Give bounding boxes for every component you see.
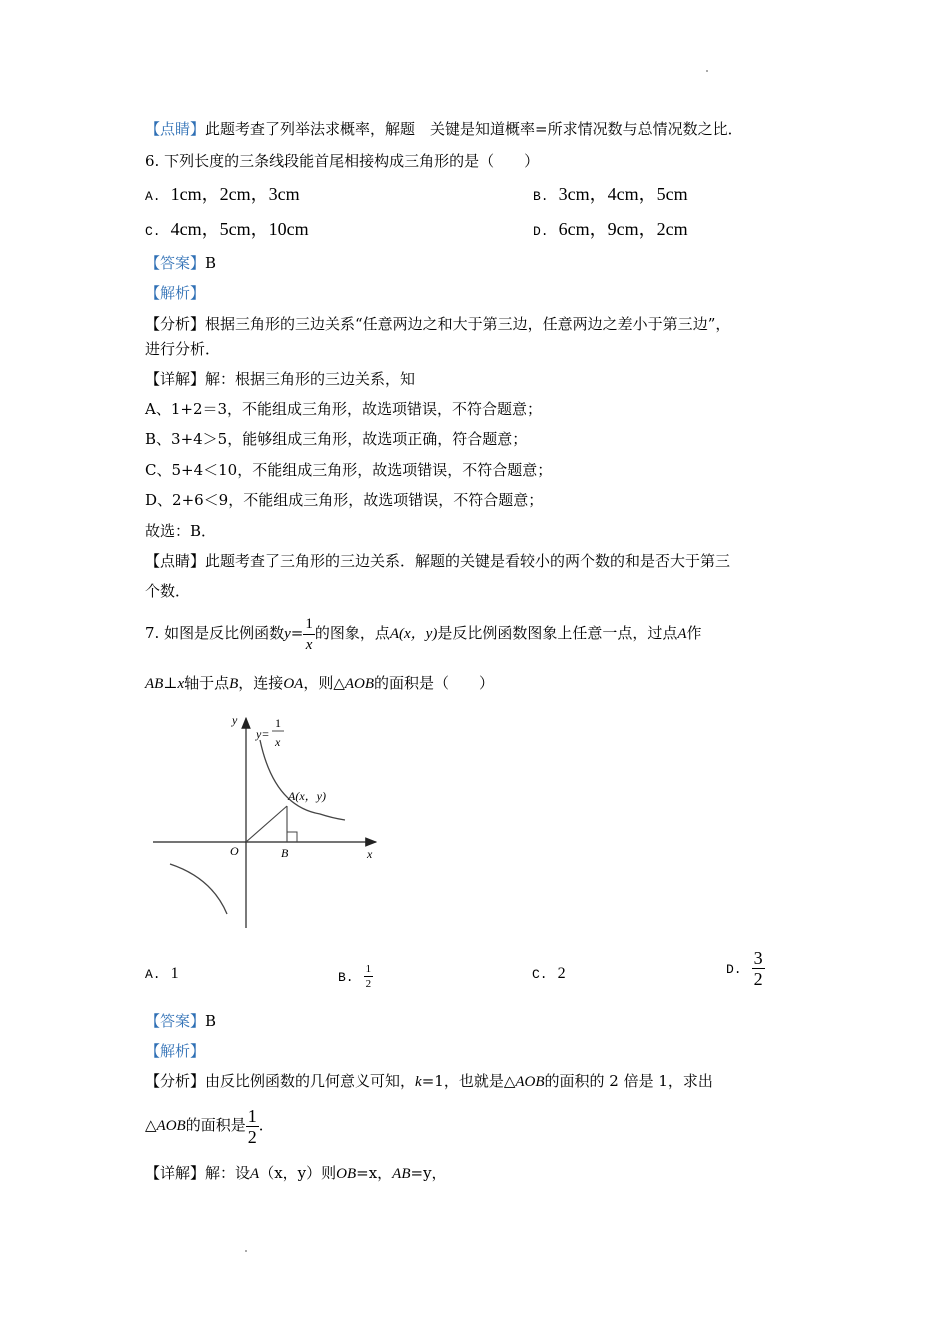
q6-line-b: B、3+4＞5，能够组成三角形，故选项正确，符合题意； xyxy=(145,430,528,448)
fenxi-text: 的面积是 xyxy=(185,1116,246,1134)
answer-value: B xyxy=(205,1012,217,1030)
q7-AB: AB xyxy=(145,676,164,692)
dianjing-text: 此题考查了列举法求概率，解题 关键是知道概率=所求情况数与总情况数之比． xyxy=(205,120,743,138)
x-axis-label: x xyxy=(367,847,373,861)
xiangjie-text: =y， xyxy=(410,1164,447,1182)
q7-eq: = xyxy=(290,624,304,642)
option-fraction xyxy=(752,948,765,989)
hyperbola-branch-q3 xyxy=(170,864,227,914)
option-letter: C. xyxy=(532,967,548,982)
xiangjie-tag: 【详解】 xyxy=(145,1164,206,1182)
q6-xiangjie xyxy=(145,368,415,390)
q7-fraction xyxy=(303,614,315,655)
q7-fenxi-line1 xyxy=(145,1070,713,1093)
scan-mark-bottom xyxy=(245,1250,247,1252)
q7-y: y xyxy=(284,626,291,642)
q7-option-a xyxy=(145,962,179,986)
q7-answer xyxy=(145,1010,216,1032)
option-letter: B. xyxy=(338,969,354,985)
option-value: 2 xyxy=(557,965,566,982)
point-B-label: B xyxy=(281,846,289,860)
fenxi-tag: 【分析】 xyxy=(145,1072,206,1090)
q6-option-d xyxy=(533,218,688,243)
dianjing-q5 xyxy=(145,118,743,140)
fraction-numerator: 3 xyxy=(753,948,763,968)
q7-x: x xyxy=(177,676,185,692)
fraction-denominator: x xyxy=(305,636,313,653)
q7-text: ，则△ xyxy=(303,674,345,692)
function-label-num: 1 xyxy=(275,716,281,730)
q7-option-d xyxy=(726,948,765,989)
option-letter: A. xyxy=(145,189,161,204)
q7-stem-line2 xyxy=(145,672,494,695)
q7-option-b xyxy=(338,962,373,991)
q6-option-b xyxy=(533,183,688,208)
q7-perp: ⊥ xyxy=(163,674,178,692)
option-value: 6cm，9cm，2cm xyxy=(558,219,688,239)
q6-line-d: D、2+6＜9，不能组成三角形，故选项错误，不符合题意； xyxy=(145,491,544,509)
q7-xiangjie xyxy=(145,1162,447,1185)
q7-stem-d: 作 xyxy=(686,624,702,642)
q7-OA: OA xyxy=(283,676,304,692)
xiangjie-AB: AB xyxy=(392,1166,411,1182)
dianjing-tag: 【点睛】 xyxy=(145,120,206,138)
function-label-y: y= xyxy=(256,727,270,741)
xiangjie-A: A xyxy=(250,1166,260,1182)
q6-dianjing-line1 xyxy=(145,550,730,572)
xiangjie-text: （x，y）则 xyxy=(259,1164,337,1182)
fraction-denominator: 2 xyxy=(365,978,372,990)
fenxi-text: 由反比例函数的几何意义可知， xyxy=(205,1072,416,1090)
q7-point-A: A xyxy=(389,626,400,642)
fenxi-text: △ xyxy=(145,1116,157,1134)
option-letter: A. xyxy=(145,967,161,982)
scan-mark-top xyxy=(706,70,708,72)
fenxi-k: k xyxy=(415,1074,422,1090)
q7-point-A2: A xyxy=(677,626,687,642)
fraction-denominator: 2 xyxy=(753,969,763,989)
q6-fenxi-line1 xyxy=(145,313,730,335)
q7-analysis-tag xyxy=(145,1040,205,1062)
xiangjie-text: =x， xyxy=(356,1164,393,1182)
fenxi-text: ． xyxy=(258,1116,274,1134)
fenxi-text: =1，也就是△ xyxy=(421,1072,516,1090)
xiangjie-OB: OB xyxy=(336,1166,357,1182)
answer-tag: 【答案】 xyxy=(145,1012,206,1030)
q7-AOB: AOB xyxy=(344,676,375,692)
fenxi-AOB: AOB xyxy=(156,1118,186,1134)
origin-label: O xyxy=(230,844,239,858)
fenxi-text: 根据三角形的三边关系“任意两边之和大于第三边，任意两边之差小于第三边”， xyxy=(205,315,731,333)
q6-option-c xyxy=(145,218,309,243)
q6-answer xyxy=(145,252,216,274)
option-value: 3cm，4cm，5cm xyxy=(558,184,688,204)
fenxi-fraction xyxy=(246,1106,259,1147)
q7-stem-line1 xyxy=(145,610,702,657)
y-axis-label: y xyxy=(232,713,238,727)
dianjing-text: 此题考查了三角形的三边关系．解题的关键是看较小的两个数的和是否大于第三 xyxy=(205,552,731,570)
q6-dianjing-line2: 个数． xyxy=(145,582,191,600)
fenxi-text: 的面积的 2 倍是 1，求出 xyxy=(544,1072,713,1090)
q6-fenxi-line2: 进行分析． xyxy=(145,340,221,358)
q7-text: 的面积是（ ） xyxy=(374,674,495,692)
fraction-numerator: 1 xyxy=(365,963,372,975)
option-value: 4cm，5cm，10cm xyxy=(170,219,309,239)
fraction-numerator: 1 xyxy=(247,1105,257,1126)
q6-analysis-tag xyxy=(145,282,205,304)
q7-fenxi-line2 xyxy=(145,1102,274,1149)
dianjing-tag: 【点睛】 xyxy=(145,552,206,570)
q7-point-coords: (x，y) xyxy=(399,626,438,642)
q7-stem-b: 的图象，点 xyxy=(314,624,390,642)
q6-line-a: A、1+2＝3，不能组成三角形，故选项错误，不符合题意； xyxy=(145,400,543,418)
option-value: 1 xyxy=(170,965,179,982)
option-fraction xyxy=(364,962,374,991)
option-letter: C. xyxy=(145,224,161,239)
q6-line-c: C、5+4＜10，不能组成三角形，故选项错误，不符合题意； xyxy=(145,461,553,479)
option-value: 1cm，2cm，3cm xyxy=(170,184,300,204)
option-letter: B. xyxy=(533,189,549,204)
q7-B: B xyxy=(229,676,239,692)
analysis-tag: 【解析】 xyxy=(145,1042,206,1060)
q6-option-a xyxy=(145,183,300,208)
fenxi-AOB: AOB xyxy=(515,1074,545,1090)
right-angle-mark xyxy=(287,832,297,842)
analysis-tag: 【解析】 xyxy=(145,284,206,302)
xiangjie-text: 解：设 xyxy=(205,1164,251,1182)
fraction-denominator: 2 xyxy=(247,1126,257,1147)
q6-stem: 6. 下列长度的三条线段能首尾相接构成三角形的是（ ） xyxy=(145,152,540,170)
segment-OA xyxy=(246,806,287,842)
xiangjie-text: 解：根据三角形的三边关系，知 xyxy=(205,370,416,388)
xiangjie-tag: 【详解】 xyxy=(145,370,206,388)
fraction-numerator: 1 xyxy=(303,614,315,635)
point-A-label: A(x，y) xyxy=(288,789,326,803)
answer-value: B xyxy=(205,254,217,272)
hyperbola-branch-q1 xyxy=(260,740,345,820)
option-letter: D. xyxy=(533,224,549,239)
q7-text: ，连接 xyxy=(238,674,284,692)
function-label-den: x xyxy=(275,735,281,749)
q7-stem-c: 是反比例函数图象上任意一点，过点 xyxy=(437,624,678,642)
answer-tag: 【答案】 xyxy=(145,254,206,272)
q7-graph xyxy=(150,710,390,935)
option-letter: D. xyxy=(726,961,742,977)
q7-option-c xyxy=(532,962,566,986)
q7-stem-a: 7. 如图是反比例函数 xyxy=(145,624,285,642)
q7-text: 轴于点 xyxy=(184,674,230,692)
q6-choose: 故选：B． xyxy=(145,522,217,540)
fenxi-tag: 【分析】 xyxy=(145,315,206,333)
